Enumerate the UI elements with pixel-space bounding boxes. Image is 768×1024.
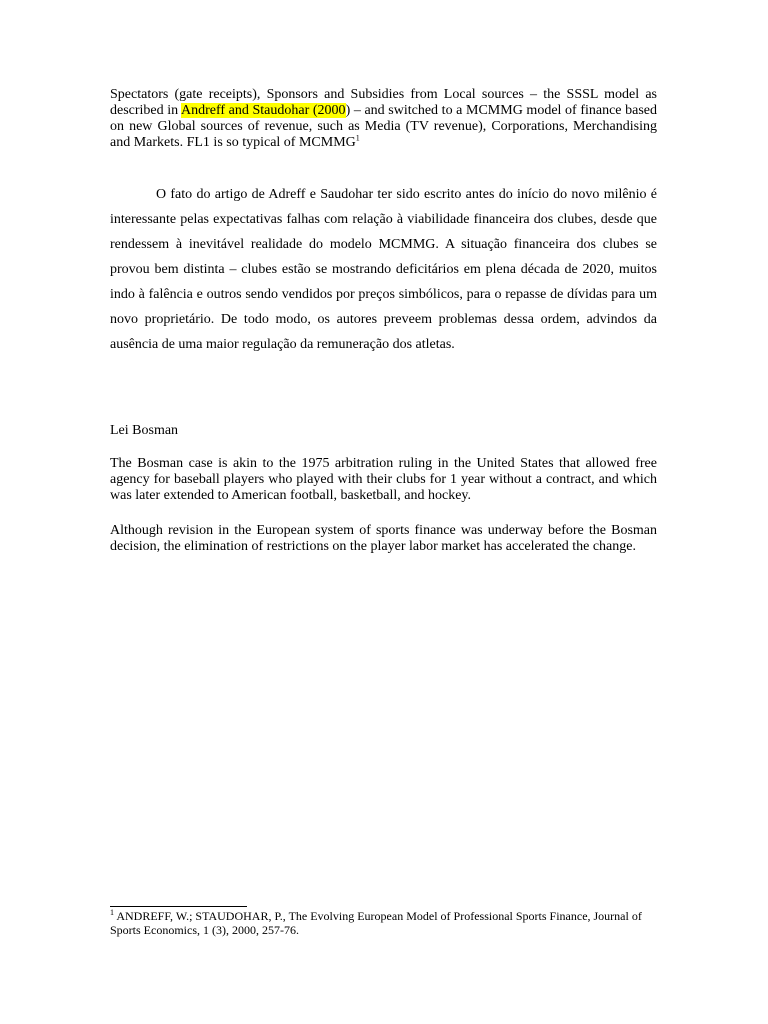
- paragraph-revision: Although revision in the European system of sports finance was underway before the Bosman decision, the elimination of restrictions on the player labor market has accelerated the change.: [110, 523, 657, 554]
- paragraph-text: ) – and switched to a MCMMG model of finance based on new Global sources of revenue, such as Media (TV revenue), Corporations, Merchandising and Markets. FL1 is so typical of MCMMG: [110, 103, 658, 150]
- highlighted-citation: Andreff and Staudohar (2000: [181, 103, 346, 118]
- section-heading: Lei Bosman: [110, 423, 179, 438]
- footnote: [110, 909, 657, 937]
- footnote-separator: [110, 906, 247, 907]
- footnote-reference[interactable]: 1: [355, 133, 360, 143]
- paragraph-text: Spectators (gate receipts), Sponsors and Subsidies from Local sources – the SSSL model as described in: [110, 87, 657, 118]
- footnote-number: 1: [110, 908, 114, 917]
- footnote-text: ANDREFF, W.; STAUDOHAR, P., The Evolving European Model of Professional Sports Finance, Journal of Sports Economics, 1 (3), 2000, 257-76.: [110, 909, 642, 937]
- paragraph-bosman-case: The Bosman case is akin to the 1975 arbitration ruling in the United States that allowed free agency for baseball players who played with their clubs for 1 year without a contract, and which was later extended to American football, basketball, and hockey.: [110, 456, 657, 503]
- paragraph-sssl-model: [110, 87, 657, 151]
- paragraph-portuguese-commentary: O fato do artigo de Adreff e Saudohar ter sido escrito antes do início do novo milênio é interessante pelas expectativas falhas com relação à viabilidade financeira dos clubes, desde que rendessem à inevitável realidade do modelo MCMMG. A situação financeira dos clubes se provou bem distinta – clubes estão se mostrando deficitários em plena década de 2020, muitos indo à falência e outros sendo vendidos por preços simbólicos, para o repasse de dívidas para um novo proprietário. De todo modo, os autores preveem problemas dessa ordem, advindos da ausência de uma maior regulação da remuneração dos atletas.: [110, 187, 657, 352]
